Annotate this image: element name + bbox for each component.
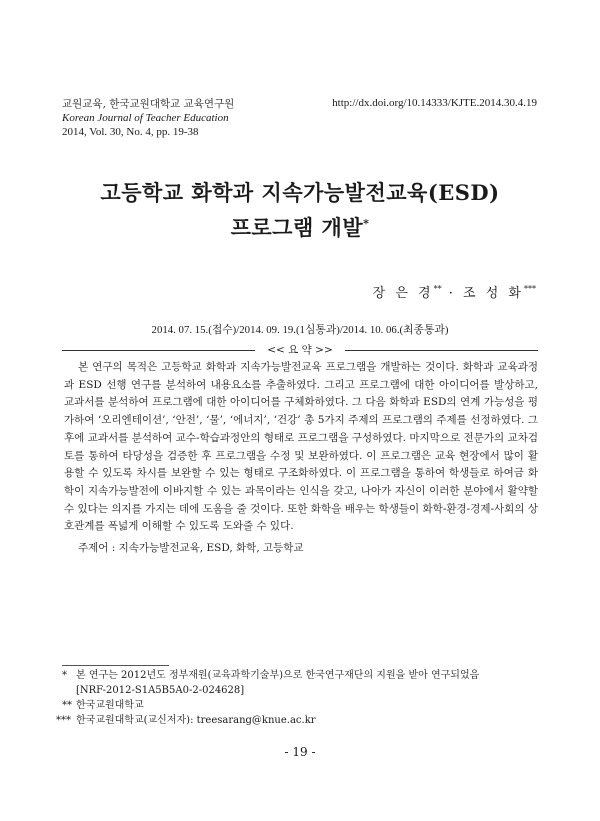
title-line-1: 고등학교 화학과 지속가능발전교육(ESD) [100, 180, 500, 205]
publisher-line: 교원교육, 한국교원대학교 교육연구원 [62, 98, 235, 110]
footnote-1-mark: * [62, 670, 67, 681]
journal-name: Korean Journal of Teacher Education [62, 112, 229, 124]
doi-link[interactable]: http://dx.doi.org/10.14333/KJTE.2014.30.4.19 [332, 97, 537, 109]
footnotes [56, 668, 542, 728]
submission-dates: 2014. 07. 15.(접수)/2014. 09. 19.(1심통과)/2014. 10. 06.(최종통과) [151, 324, 449, 336]
paper-title [0, 177, 600, 243]
abstract [64, 359, 538, 536]
footnote-3-mark: *** [56, 715, 71, 726]
author-separator: · [448, 286, 456, 301]
title-footnote-mark: * [363, 217, 370, 230]
volume-info: 2014, Vol. 30, No. 4, pp. 19-38 [62, 126, 199, 138]
keywords: 주제어 : 지속가능발전교육, ESD, 화학, 고등학교 [78, 542, 304, 554]
author-1: 장 은 경 [372, 286, 434, 301]
footnote-divider [62, 665, 169, 666]
author-1-mark: ** [433, 284, 442, 294]
footnote-3-text: 한국교원대학교(교신저자): treesarang@knue.ac.kr [76, 715, 316, 726]
title-line-2 [0, 208, 600, 243]
footnote-2-mark: ** [62, 700, 72, 711]
footnote-grant-text: [NRF-2012-S1A5B5A0-2-024628] [76, 685, 245, 696]
summary-label: << 요 약 >> [255, 342, 345, 357]
footnote-3 [56, 713, 542, 728]
footnote-2-text: 한국교원대학교 [76, 700, 144, 711]
author-2-mark: *** [524, 284, 536, 294]
footnote-1 [62, 668, 542, 683]
footnote-1-text: 본 연구는 2012년도 정부재원(교육과학기술부)으로 한국연구재단의 지원을 받아 연구되었음 [76, 670, 480, 681]
footnote-1-grant [62, 683, 542, 698]
page-number: - 19 - [284, 745, 316, 759]
title-line-2-text: 프로그램 개발 [230, 215, 364, 240]
author-2: 조 성 화 [463, 286, 524, 301]
abstract-text: 본 연구의 목적은 고등학교 화학과 지속가능발전교육 프로그램을 개발하는 것이다. 화학과 교육과정과 ESD 선행 연구를 분석하여 내용요소를 추출하였다. 그리고 프로그램에 대한 아이디어를 발상하고, 교과서를 분석하여 프로그램에 대한 아이디어를 구체화하였다. 그 다음 화학과 ESD의 연계 가능성을 평가하여 ‘오리엔테이션’, ‘안전’, ‘물’, ‘에너지’, ‘건강’ 총 5가지 주제의 프로그램의 주제를 선정하였다. 그 후에 교과서를 분석하여 교수-학습과정안의 형태로 프로그램을 구성하였다. 마지막으로 전문가의 교차검토를 통하여 타당성을 검증한 후 프로그램을 수정 및 보완하였다. 이 프로그램은 교육 현장에서 많이 활용할 수 있도록 차시를 보완할 수 있는 형태로 구조화하였다. 이 프로그램을 통하여 학생들로 하여금 화학이 지속가능발전에 이바지할 수 있는 과목이라는 인식을 갖고, 나아가 자신이 이러한 분야에서 활약할 수 있다는 의지를 가지는 데에 도움을 줄 것이다. 또한 화학을 배우는 학생들이 화학-환경-경제-사회의 상호관계를 폭넓게 이해할 수 있도록 도와줄 수 있다. [64, 361, 538, 533]
footnote-2 [62, 698, 542, 713]
journal-header [62, 97, 234, 139]
author-list [373, 282, 536, 301]
